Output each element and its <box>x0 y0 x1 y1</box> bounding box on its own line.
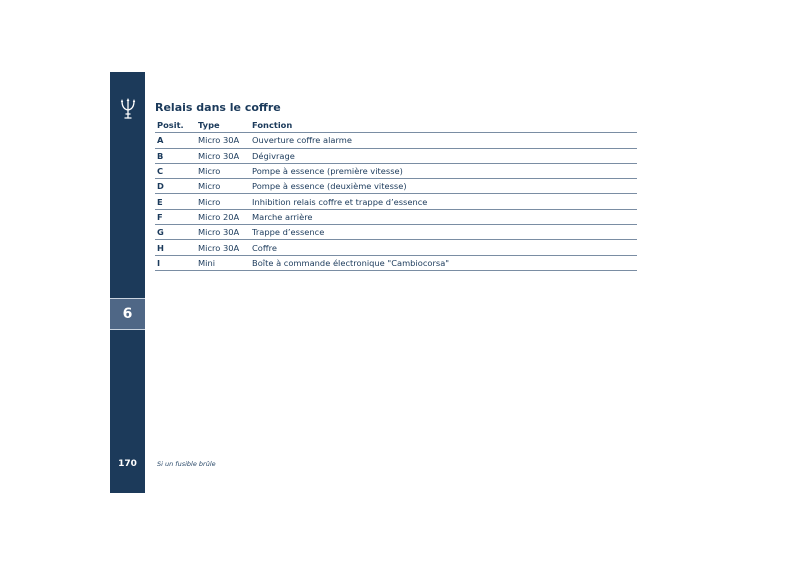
cell-function: Dégivrage <box>250 148 637 163</box>
cell-position: A <box>155 133 196 148</box>
table-row <box>155 255 637 270</box>
cell-function: Boîte à commande électronique "Cambiocorsa" <box>250 255 637 270</box>
cell-type: Mini <box>196 255 250 270</box>
table-row <box>155 179 637 194</box>
cell-type: Micro 30A <box>196 225 250 240</box>
cell-type: Micro 30A <box>196 148 250 163</box>
table-row <box>155 194 637 209</box>
running-footer: Si un fusible brûle <box>157 460 216 468</box>
cell-type: Micro <box>196 194 250 209</box>
cell-function: Trappe d’essence <box>250 225 637 240</box>
cell-function: Coffre <box>250 240 637 255</box>
cell-function: Pompe à essence (deuxième vitesse) <box>250 179 637 194</box>
cell-position: C <box>155 163 196 178</box>
trident-logo-icon <box>120 98 136 120</box>
cell-function: Ouverture coffre alarme <box>250 133 637 148</box>
cell-function: Pompe à essence (première vitesse) <box>250 163 637 178</box>
cell-position: H <box>155 240 196 255</box>
table-row <box>155 240 637 255</box>
table-row <box>155 209 637 224</box>
table-row <box>155 133 637 148</box>
cell-position: F <box>155 209 196 224</box>
column-header-type: Type <box>196 118 250 133</box>
cell-function: Inhibition relais coffre et trappe d’essence <box>250 194 637 209</box>
cell-position: B <box>155 148 196 163</box>
cell-position: E <box>155 194 196 209</box>
section-title: Relais dans le coffre <box>155 101 281 114</box>
relay-table <box>155 118 637 271</box>
cell-position: I <box>155 255 196 270</box>
sidebar <box>110 72 145 493</box>
cell-type: Micro 30A <box>196 240 250 255</box>
table-header-row <box>155 118 637 133</box>
table-row <box>155 225 637 240</box>
cell-type: Micro 20A <box>196 209 250 224</box>
chapter-number: 6 <box>110 298 145 330</box>
table-row <box>155 163 637 178</box>
column-header-position: Posit. <box>155 118 196 133</box>
column-header-function: Fonction <box>250 118 637 133</box>
cell-type: Micro <box>196 179 250 194</box>
cell-type: Micro 30A <box>196 133 250 148</box>
page-number: 170 <box>118 459 137 469</box>
cell-position: D <box>155 179 196 194</box>
cell-function: Marche arrière <box>250 209 637 224</box>
table-row <box>155 148 637 163</box>
cell-position: G <box>155 225 196 240</box>
cell-type: Micro <box>196 163 250 178</box>
